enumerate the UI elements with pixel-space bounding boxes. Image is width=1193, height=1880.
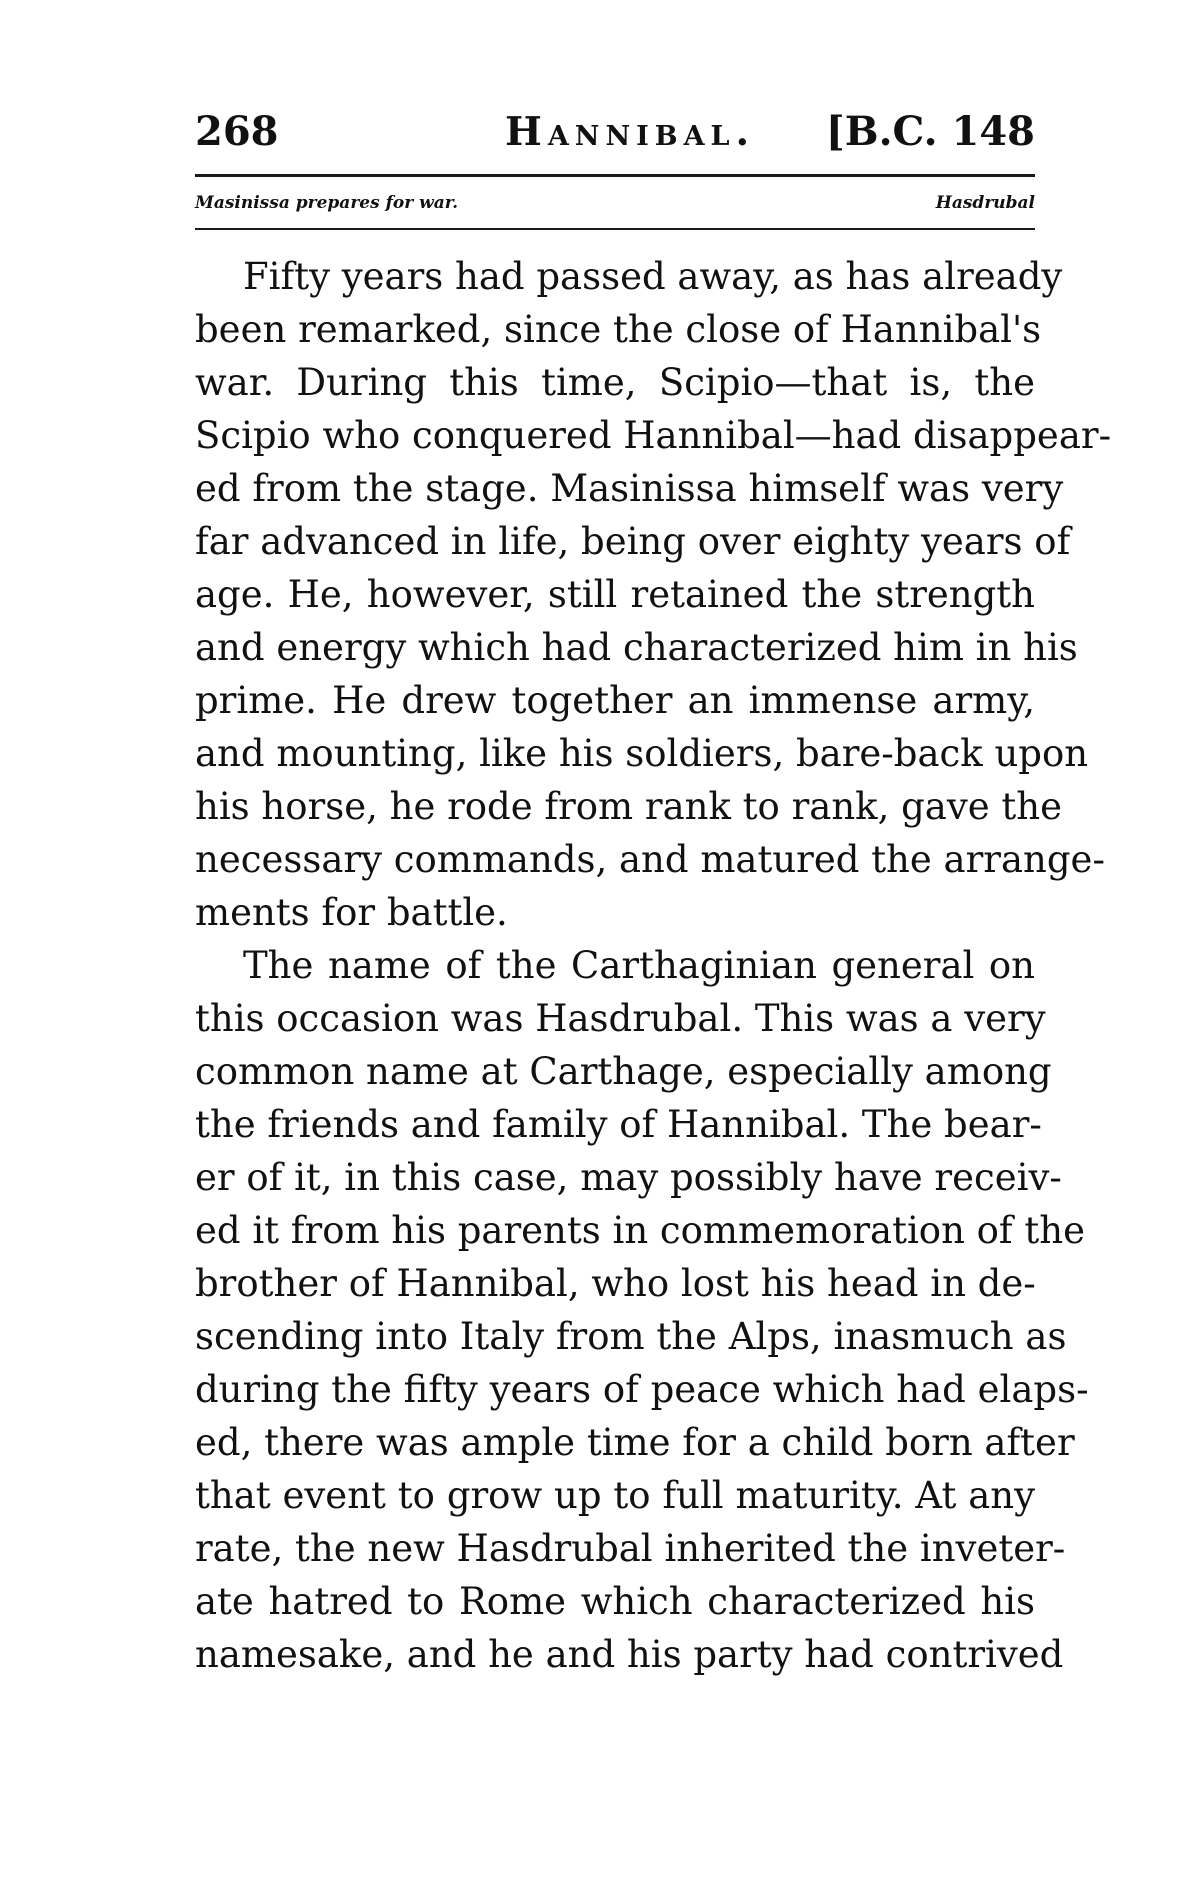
margin-note-right: Hasdrubal xyxy=(935,193,1035,213)
text-line: far advanced in life, being over eighty years of xyxy=(195,520,1071,563)
text-line: brother of Hannibal, who lost his head in de- xyxy=(195,1262,1036,1305)
body-text xyxy=(195,250,1112,1681)
text-line: er of it, in this case, may possibly have receiv- xyxy=(195,1156,1062,1199)
text-line: necessary commands, and matured the arrange- xyxy=(195,838,1105,881)
text-line: and energy which had characterized him in his xyxy=(195,626,1078,669)
header-rule-top xyxy=(195,174,1035,177)
margin-note-left: Masinissa prepares for war. xyxy=(195,193,459,213)
text-line: that event to grow up to full maturity. At any xyxy=(195,1474,1035,1517)
text-line: war. During this time, Scipio—that is, the xyxy=(195,361,1035,404)
text-line: namesake, and he and his party had contrived xyxy=(195,1633,1064,1676)
margin-notes xyxy=(195,188,1035,218)
text-line: his horse, he rode from rank to rank, gave the xyxy=(195,785,1062,828)
text-line: this occasion was Hasdrubal. This was a very xyxy=(195,997,1046,1040)
text-line: ed, there was ample time for a child born after xyxy=(195,1421,1075,1464)
text-line: and mounting, like his soldiers, bare-back upon xyxy=(195,732,1089,775)
text-line: been remarked, since the close of Hannibal's xyxy=(195,308,1042,351)
text-line: Fifty years had passed away, as has already xyxy=(243,255,1063,298)
text-line: ed it from his parents in commemoration of the xyxy=(195,1209,1085,1252)
text-line: Scipio who conquered Hannibal—had disappear- xyxy=(195,414,1112,457)
text-line: prime. He drew together an immense army, xyxy=(195,679,1035,722)
text-line: ments for battle. xyxy=(195,891,508,934)
text-line: the friends and family of Hannibal. The bear- xyxy=(195,1103,1042,1146)
text-line: ed from the stage. Masinissa himself was very xyxy=(195,467,1064,510)
text-line: common name at Carthage, especially among xyxy=(195,1050,1052,1093)
header-rule-bottom xyxy=(195,228,1035,230)
text-line: during the fifty years of peace which had elaps- xyxy=(195,1368,1089,1411)
text-line: scending into Italy from the Alps, inasmuch as xyxy=(195,1315,1067,1358)
page-number: 268 xyxy=(195,108,279,155)
book-title: Hannibal. xyxy=(505,109,756,155)
text-line: The name of the Carthaginian general on xyxy=(243,944,1035,987)
text-line: rate, the new Hasdrubal inherited the inveter- xyxy=(195,1527,1066,1570)
text-line: age. He, however, still retained the strength xyxy=(195,573,1035,616)
date-reference: [B.C. 148 xyxy=(825,108,1035,155)
running-head xyxy=(195,102,1035,162)
text-line: ate hatred to Rome which characterized his xyxy=(195,1580,1035,1623)
